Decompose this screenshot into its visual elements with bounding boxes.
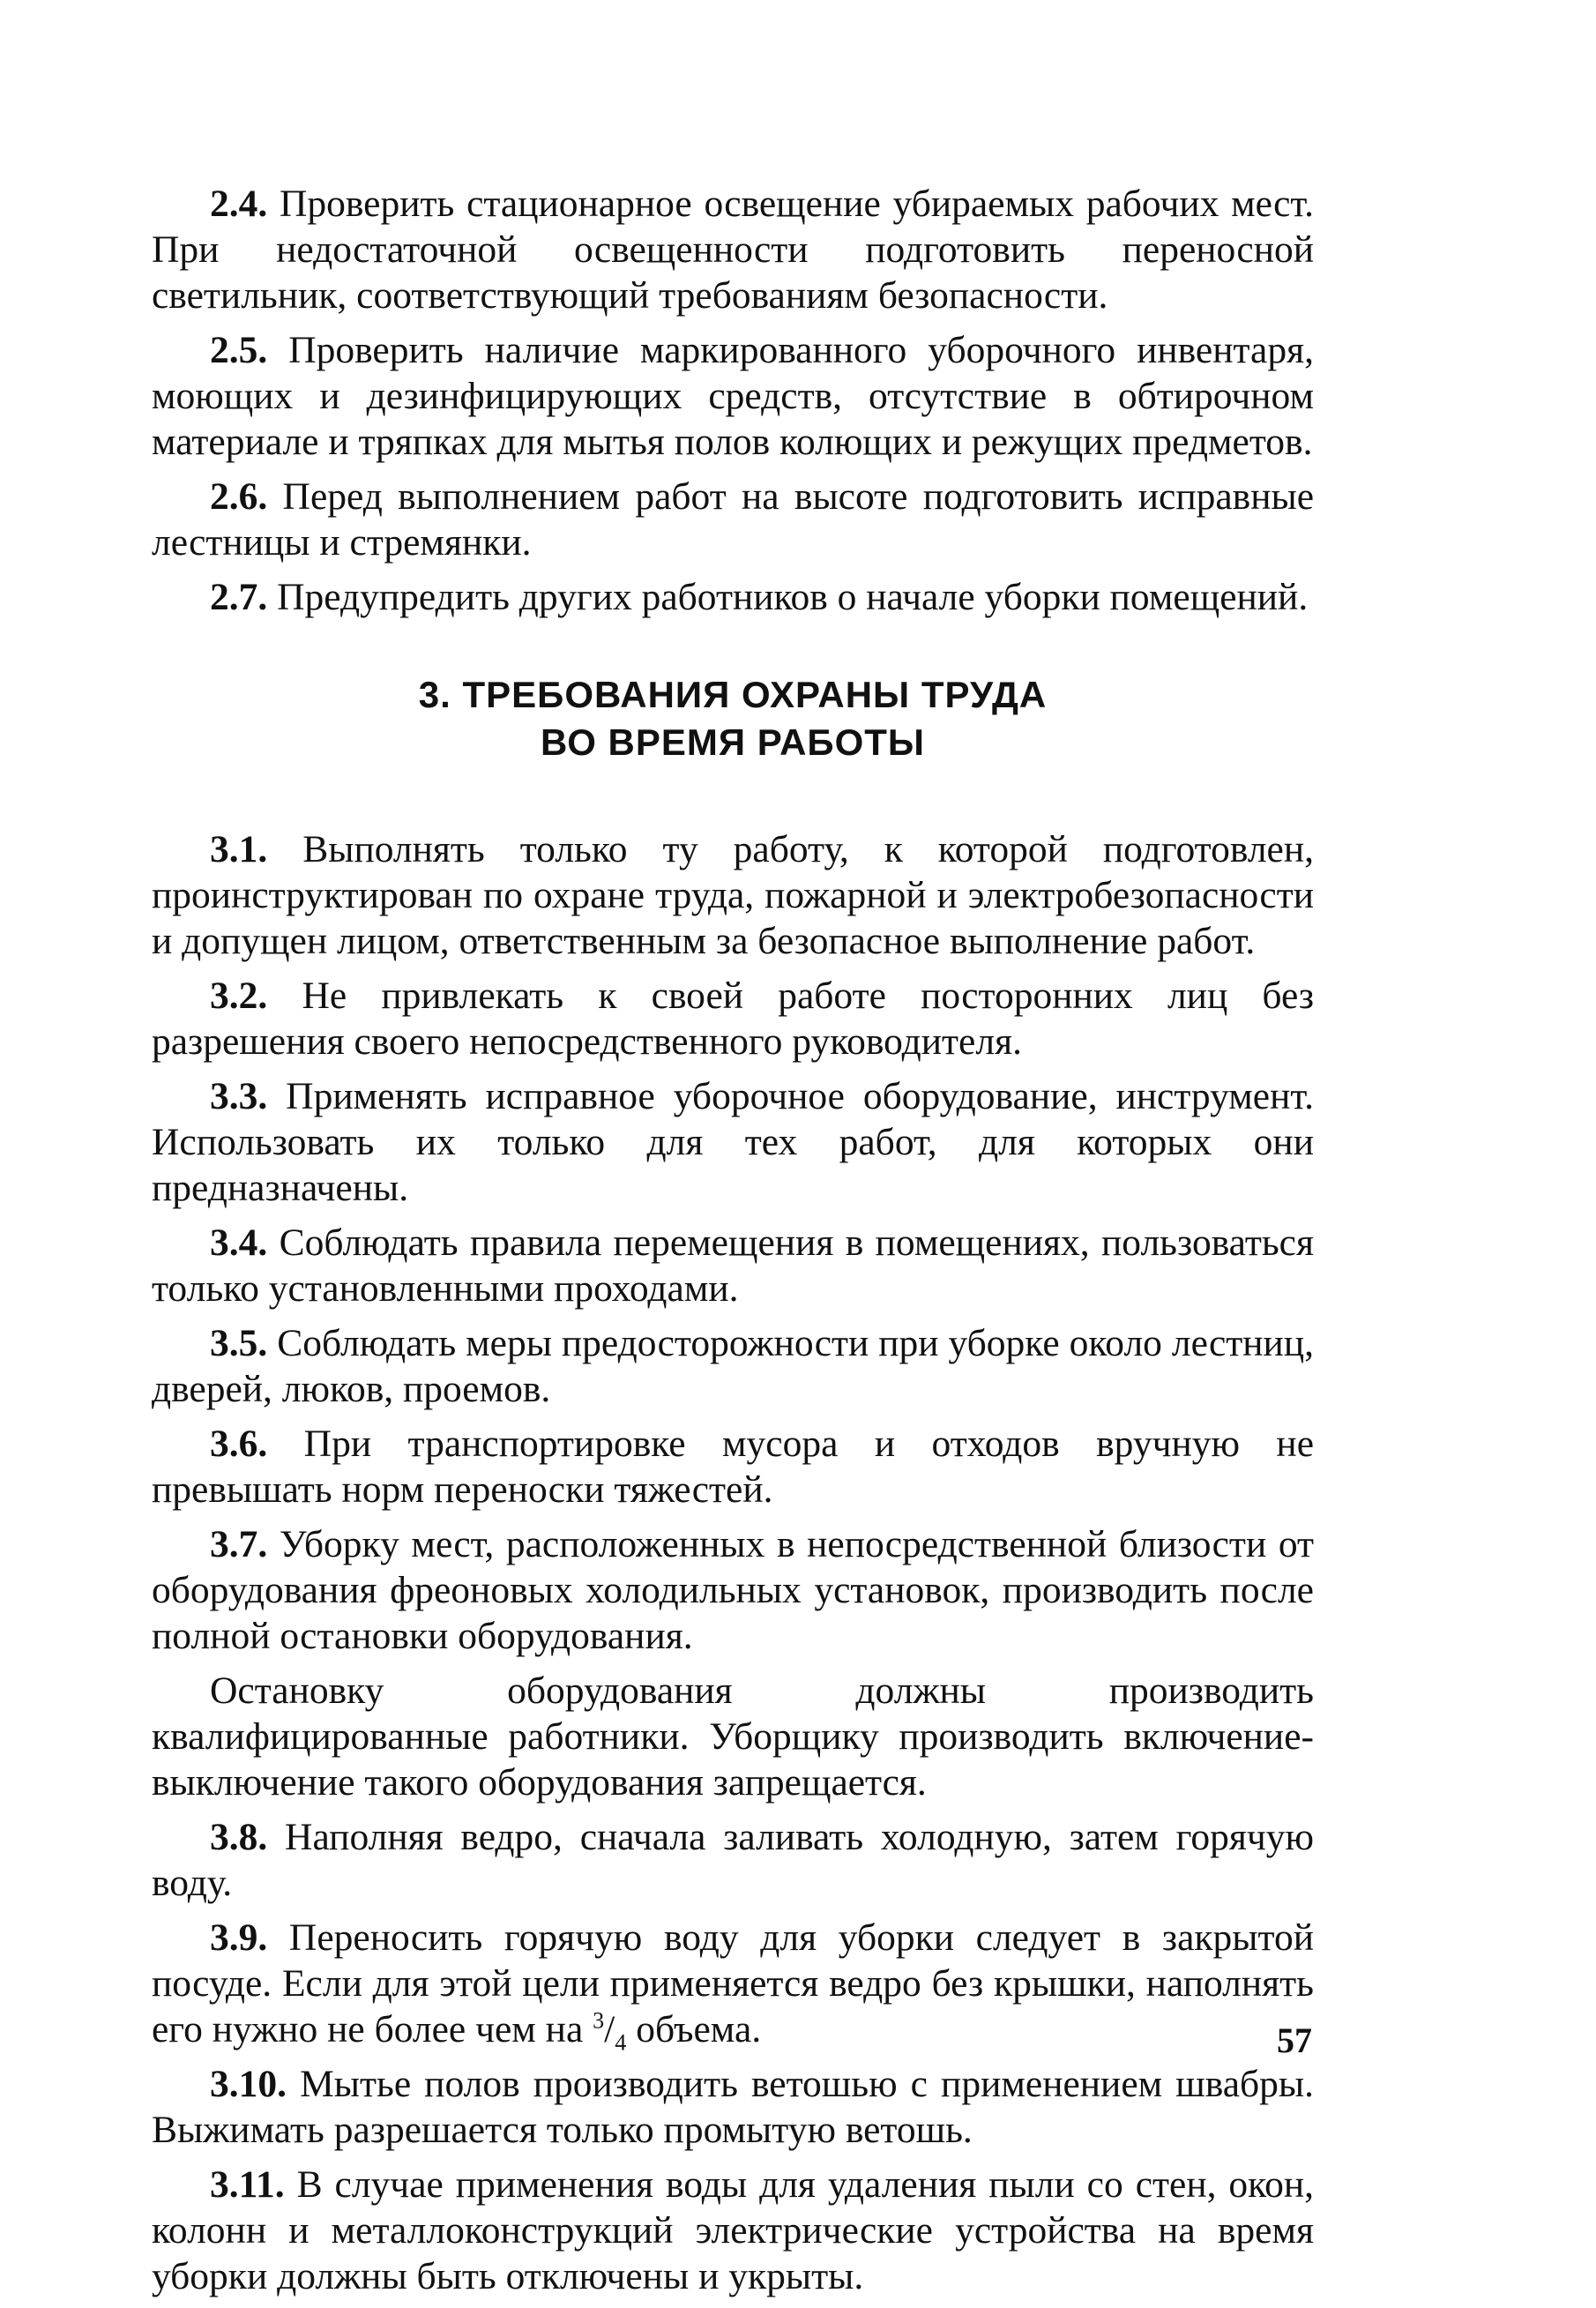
item-text: Наполняя ведро, сначала заливать холодную, затем горячую воду. (152, 1816, 1314, 1904)
item-number: 3.1. (210, 828, 268, 870)
item-number: 2.7. (210, 576, 268, 618)
item-3-8 (152, 1814, 1314, 1906)
item-text: Соблюдать правила перемещения в помещениях, пользоваться только установленными проходами. (152, 1221, 1315, 1310)
item-2-6 (152, 474, 1314, 565)
item-3-6 (152, 1421, 1314, 1513)
item-number: 2.6. (210, 475, 268, 518)
item-text: Мытье полов производить ветошью с применением швабры. Выжимать разрешается только промытую ветошь. (152, 2063, 1314, 2151)
section-title-line-2: ВО ВРЕМЯ РАБОТЫ (540, 721, 926, 763)
item-text: Выполнять только ту работу, к которой подготовлен, проинструктирован по охране труда, пожарной и электробезопасности и допущен лицом, ответственным за безопасное выполнение работ. (152, 828, 1314, 962)
item-3-3 (152, 1073, 1314, 1211)
item-text: Переносить горячую воду для уборки следует в закрытой посуде. Если для этой цели применяется ведро без крышки, наполнять его нужно не более чем на (152, 1916, 1314, 2050)
item-number: 2.4. (210, 183, 268, 225)
item-3-2 (152, 973, 1314, 1064)
item-number: 3.8. (210, 1816, 268, 1858)
section-title-line-1: 3. ТРЕБОВАНИЯ ОХРАНЫ ТРУДА (418, 674, 1048, 715)
item-3-5 (152, 1320, 1314, 1412)
item-number: 3.6. (210, 1423, 268, 1465)
item-3-4 (152, 1220, 1314, 1311)
item-3-9: 3.9. Переносить горячую воду для уборки следует в закрытой посуде. Если для этой цели применяется ведро без крышки, наполнять его нужно не более чем на $^3/_4$ объема. (152, 1916, 1314, 2056)
item-3-11 (152, 2162, 1314, 2299)
item-text: Применять исправное уборочное оборудование, инструмент. Использовать их только для тех работ, для которых они предназначены. (152, 1075, 1314, 1209)
item-number: 3.9. (210, 1916, 268, 1959)
item-text: Проверить наличие маркированного уборочного инвентаря, моющих и дезинфицирующих средств, отсутствие в обтирочном материале и тряпках для мытья полов колющих и режущих предметов. (152, 329, 1315, 463)
item-text: Не привлекать к своей работе посторонних лиц без разрешения своего непосредственного руководителя. (152, 975, 1315, 1063)
item-text-after: объема. (626, 2008, 762, 2050)
item-text: В случае применения воды для удаления пыли со стен, окон, колонн и металлоконструкций электрические устройства на время уборки должны быть отключены и укрыты. (152, 2163, 1315, 2297)
item-number: 3.11. (210, 2163, 285, 2206)
fraction-numerator: 3 (593, 2007, 605, 2034)
item-number: 3.2. (210, 975, 268, 1017)
section-title (152, 671, 1314, 766)
item-number: 3.10. (210, 2063, 287, 2105)
item-3-1 (152, 826, 1314, 964)
page-body (152, 181, 1314, 2308)
item-text: Уборку мест, расположенных в непосредственной близости от оборудования фреоновых холодильных установок, производить после полной остановки оборудования. (152, 1523, 1315, 1657)
item-number: 3.3. (210, 1075, 268, 1117)
item-number: 3.4. (210, 1221, 268, 1264)
item-text: Предупредить других работников о начале уборки помещений. (277, 576, 1309, 618)
item-text: При транспортировке мусора и отходов вручную не превышать норм переноски тяжестей. (152, 1423, 1314, 1511)
item-text: Перед выполнением работ на высоте подготовить исправные лестницы и стремянки. (152, 475, 1315, 564)
fraction-denominator: 4 (615, 2029, 627, 2056)
item-number: 2.5. (210, 329, 268, 371)
item-text: Проверить стационарное освещение убираемых рабочих мест. При недостаточной освещенности подготовить переносной светильник, соответствующий требованиям безопасности. (152, 183, 1314, 317)
item-3-10 (152, 2061, 1314, 2153)
item-3-7-note: Остановку оборудования должны производить квалифицированные работники. Уборщику производить включение-выключение такого оборудования запрещается. (152, 1669, 1314, 1804)
page-number: 57 (1277, 2020, 1312, 2060)
item-2-5 (152, 327, 1314, 465)
item-text: Соблюдать меры предосторожности при уборке около лестниц, дверей, люков, проемов. (152, 1322, 1314, 1410)
item-2-7 (152, 574, 1314, 620)
item-3-7 (152, 1521, 1314, 1659)
item-number: 3.7. (210, 1523, 268, 1565)
item-number: 3.5. (210, 1322, 268, 1364)
item-2-4 (152, 181, 1314, 318)
